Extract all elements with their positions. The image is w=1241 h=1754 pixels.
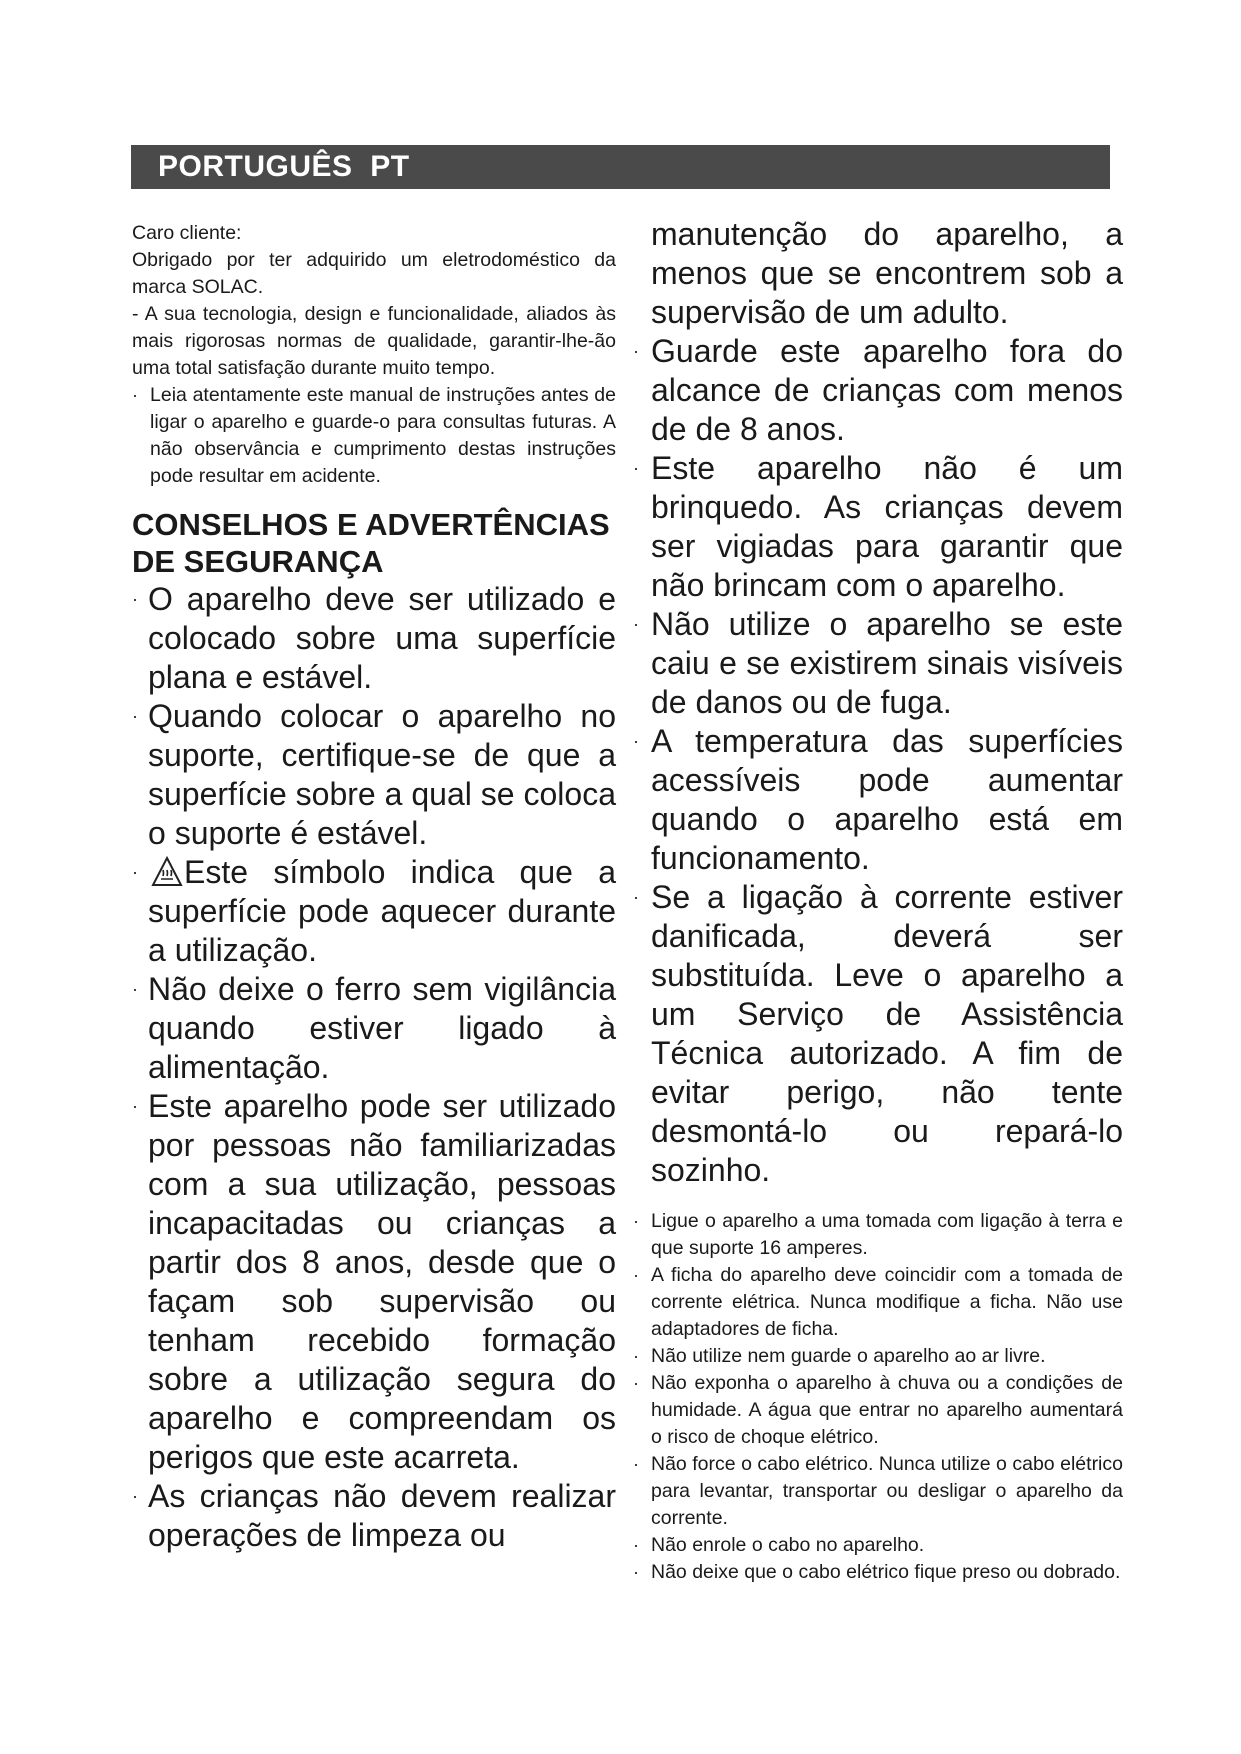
safety-list-right (633, 332, 1123, 1190)
safety-section-title: CONSELHOS E ADVERTÊNCIAS DE SEGURANÇA (132, 507, 610, 579)
language-title: PORTUGUÊS PT (158, 150, 410, 183)
safety-item: · Quando colocar o aparelho no suporte, certifique-se de que a superfície sobre a qual se coloca o suporte é estável. (132, 698, 616, 851)
electrical-item: · Ligue o aparelho a uma tomada com ligação à terra e que suporte 16 amperes. (633, 1210, 1123, 1259)
electrical-item: · Não force o cabo elétrico. Nunca utilize o cabo elétrico para levantar, transportar ou desligar o aparelho da corrente. (633, 1453, 1123, 1529)
safety-item: · A temperatura das superfícies acessíveis pode aumentar quando o aparelho está em funcionamento. (633, 723, 1123, 876)
technology-text: - A sua tecnologia, design e funcionalidade, aliados às mais rigorosas normas de qualidade, garantir-lhe-ão uma total satisfação durante muito tempo. (132, 303, 616, 379)
safety-item-hot-symbol: · Este símbolo indica que a superfície pode aquecer durante a utilização. (132, 854, 616, 968)
thanks-text: Obrigado por ter adquirido um eletrodoméstico da marca SOLAC. (132, 249, 616, 298)
safety-item: · Se a ligação à corrente estiver danificada, deverá ser substituída. Leve o aparelho a um Serviço de Assistência Técnica autorizado. A fim de evitar perigo, não tente desmontá-lo ou repará-lo sozinho. (633, 879, 1123, 1188)
electrical-item: · A ficha do aparelho deve coincidir com a tomada de corrente elétrica. Nunca modifique a ficha. Não use adaptadores de ficha. (633, 1264, 1123, 1340)
electrical-item: · Não exponha o aparelho à chuva ou a condições de humidade. A água que entrar no aparelho aumentará o risco de choque elétrico. (633, 1372, 1123, 1448)
right-column (633, 215, 1123, 1586)
greeting: Caro cliente: (132, 222, 242, 244)
electrical-item: · Não utilize nem guarde o aparelho ao ar livre. (633, 1345, 1046, 1367)
safety-item: · O aparelho deve ser utilizado e colocado sobre uma superfície plana e estável. (132, 581, 616, 695)
safety-item: · Não deixe o ferro sem vigilância quando estiver ligado à alimentação. (132, 971, 616, 1085)
safety-item: · Este aparelho pode ser utilizado por pessoas não familiarizadas com a sua utilização, pessoas incapacitadas ou crianças a partir dos 8 anos, desde que o façam sob supervisão ou tenham recebido formação sobre a utilização segura do aparelho e compreendam os perigos que este acarreta. (132, 1088, 616, 1475)
hot-surface-warning-icon (150, 855, 184, 889)
intro-list (132, 382, 616, 490)
electrical-item: · Não deixe que o cabo elétrico fique preso ou dobrado. (633, 1561, 1121, 1583)
electrical-safety-list (633, 1208, 1123, 1586)
safety-item: · Este aparelho não é um brinquedo. As crianças devem ser vigiadas para garantir que não brincam com o aparelho. (633, 450, 1123, 603)
safety-item: · As crianças não devem realizar operações de limpeza ou (132, 1478, 616, 1553)
electrical-item: · Não enrole o cabo no aparelho. (633, 1534, 925, 1556)
safety-item: · Não utilize o aparelho se este caiu e se existirem sinais visíveis de danos ou de fuga. (633, 606, 1123, 720)
read-manual-item: · Leia atentamente este manual de instruções antes de ligar o aparelho e guarde-o para consultas futuras. A não observância e cumprimento destas instruções pode resultar em acidente. (132, 384, 616, 487)
language-header (131, 145, 1110, 189)
continued-text: manutenção do aparelho, a menos que se encontrem sob a supervisão de um adulto. (651, 216, 1123, 330)
left-column (132, 220, 616, 1555)
safety-list-left (132, 580, 616, 1555)
safety-item: · Guarde este aparelho fora do alcance de crianças com menos de de 8 anos. (633, 333, 1123, 447)
